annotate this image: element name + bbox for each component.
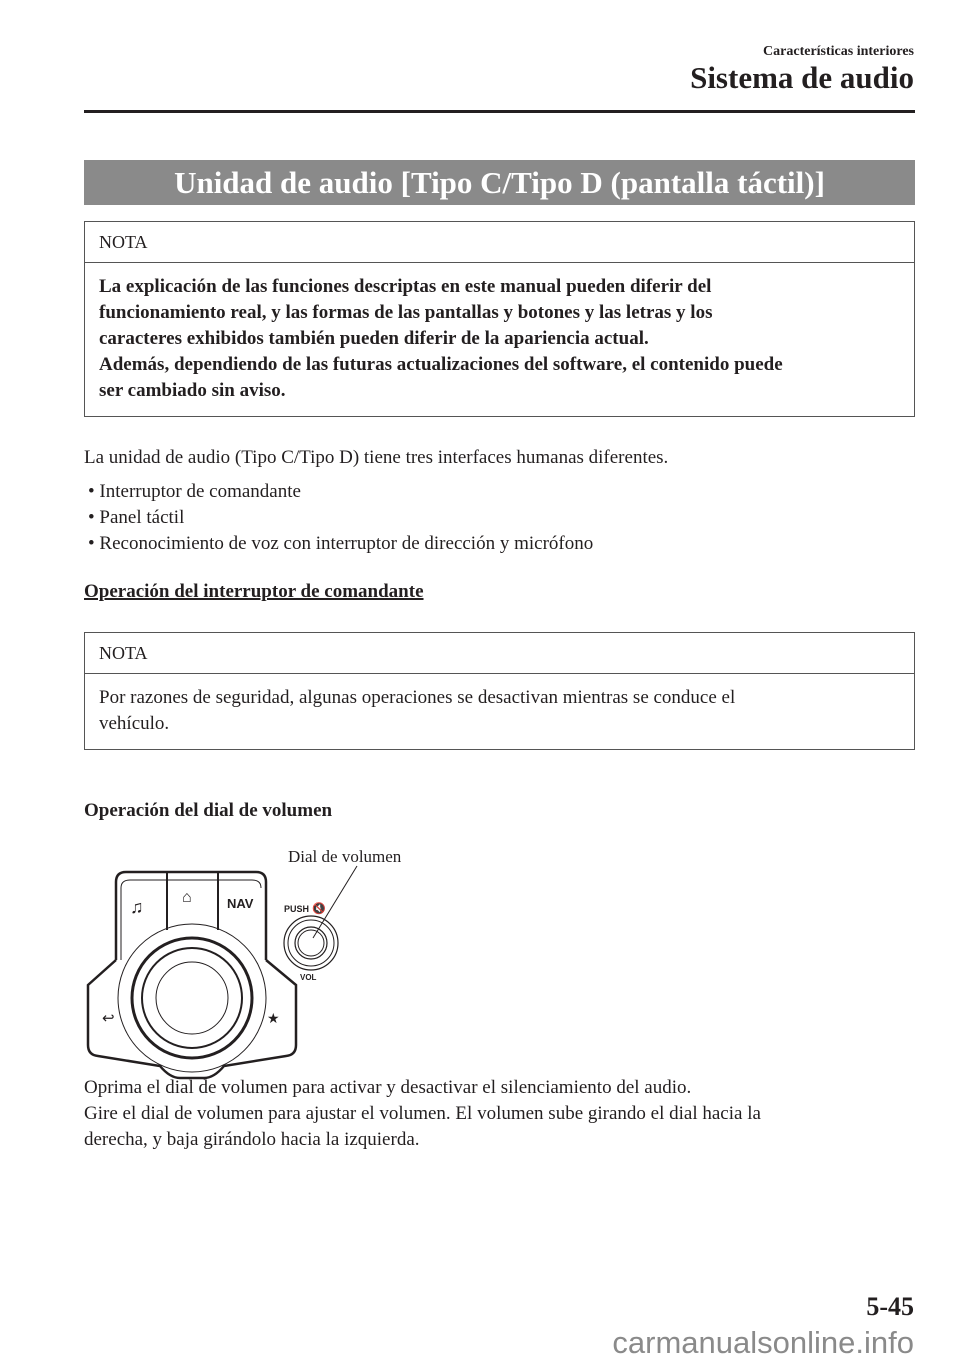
subheading: Operación del dial de volumen — [84, 800, 333, 821]
chapter-header: Sistema de audio — [690, 60, 914, 95]
note-line: funcionamiento real, y las formas de las pantallas y botones y las letras y los — [99, 302, 713, 323]
note-line: vehículo. — [99, 713, 170, 734]
header-rule — [84, 110, 915, 113]
page-number: 5-45 — [866, 1292, 914, 1321]
callout-label: Dial de volumen — [288, 847, 402, 866]
body-line: Gire el dial de volumen para ajustar el volumen. El volumen sube girando el dial hacia la — [84, 1103, 761, 1124]
note-line: La explicación de las funciones descriptas en este manual pueden diferir del — [99, 276, 712, 297]
note-label: NOTA — [85, 222, 914, 263]
note-box-2 — [84, 632, 915, 750]
favorite-star-icon: ★ — [267, 1012, 280, 1027]
bullet-item: • Interruptor de comandante — [88, 481, 301, 502]
section-header: Características interiores — [763, 44, 914, 59]
commander-switch-figure — [70, 840, 430, 1080]
note-line: Además, dependiendo de las futuras actualizaciones del software, el contenido puede — [99, 354, 783, 375]
push-label: PUSH — [284, 904, 310, 914]
watermark: carmanualsonline.info — [612, 1325, 914, 1360]
note-box-1 — [84, 221, 915, 417]
bullet-item: • Reconocimiento de voz con interruptor de dirección y micrófono — [88, 533, 594, 554]
page-title: Unidad de audio [Tipo C/Tipo D (pantalla táctil)] — [84, 160, 915, 205]
volume-dial — [284, 916, 338, 970]
callout-line — [313, 866, 357, 938]
note-line: ser cambiado sin aviso. — [99, 380, 286, 401]
intro-text: La unidad de audio (Tipo C/Tipo D) tiene tres interfaces humanas diferentes. — [84, 447, 669, 468]
bullet-item: • Panel táctil — [88, 507, 185, 528]
home-icon: ⌂ — [182, 889, 192, 906]
mute-icon: 🔇 — [312, 903, 326, 915]
section-heading: Operación del interruptor de comandante — [84, 581, 424, 602]
back-icon: ↩ — [102, 1011, 115, 1027]
note-label: NOTA — [85, 633, 914, 674]
vol-label: VOL — [300, 973, 317, 982]
note-line: Por razones de seguridad, algunas operaciones se desactivan mientras se conduce el — [99, 687, 736, 708]
music-icon: ♫ — [130, 897, 144, 917]
body-line: derecha, y baja girándolo hacia la izquierda. — [84, 1129, 420, 1150]
body-line: Oprima el dial de volumen para activar y desactivar el silenciamiento del audio. — [84, 1077, 692, 1098]
nav-label: NAV — [227, 896, 254, 911]
note-line: caracteres exhibidos también pueden diferir de la apariencia actual. — [99, 328, 649, 349]
